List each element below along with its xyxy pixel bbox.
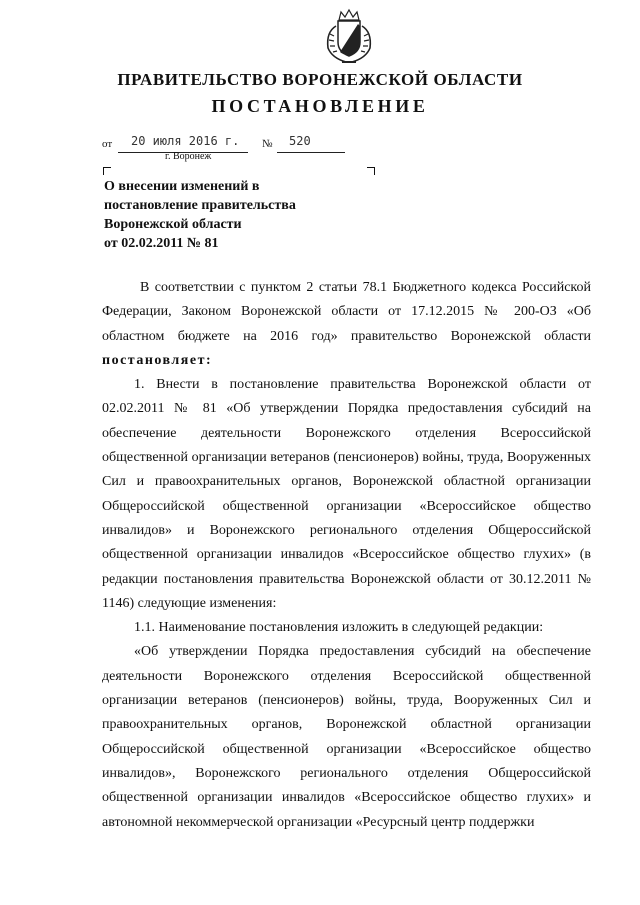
number-underline: [277, 152, 345, 153]
quoted-title-paragraph: «Об утверждении Порядка предоставления субсидий на обеспечение деятельности Воронежского отделения Всероссийской общественной организации ветеранов (пенсионеров) войны, труда, Вооруженных Сил и правоохранительных органов, Воронежской областной организации Общероссийской общественной организации «Всероссийское общество инвалидов», Воронежского регионального отделения Общероссийской общественной организации инвалидов «Всероссийское общество глухих» и автономной некоммерческой организации «Ресурсный центр поддержки: [102, 644, 591, 830]
date-value: 20 июля 2016 г.: [131, 134, 240, 148]
coat-of-arms-emblem: [318, 8, 380, 66]
government-title: ПРАВИТЕЛЬСТВО ВОРОНЕЖСКОЙ ОБЛАСТИ: [117, 70, 523, 89]
city-label: г. Воронеж: [165, 151, 212, 162]
corner-bracket-right: [367, 167, 375, 175]
subject-line: от 02.02.2011 № 81: [104, 236, 219, 251]
document-body: [102, 276, 591, 835]
number-value: 520: [289, 134, 311, 148]
item-1-1-paragraph: 1.1. Наименование постановления изложить в следующей редакции:: [134, 620, 544, 636]
date-prefix: от: [102, 138, 113, 150]
decree-word: постановляет:: [102, 352, 213, 368]
item-1-paragraph: 1. Внести в постановление правительства Воронежской области от 02.02.2011 № 81 «Об утверждении Порядка предоставления субсидий на обеспечение деятельности Воронежского отделения Всероссийской общественной организации ветеранов (пенсионеров) войны, труда, Вооруженных Сил и правоохранительных органов, Воронежской областной организации Общероссийской общественной организации «Всероссийское общество инвалидов» и Воронежского регионального отделения Общероссийской общественной организации инвалидов «Всероссийское общество глухих» (в редакции постановления правительства Воронежской области от 30.12.2011 № 1146) следующие изменения:: [102, 377, 591, 611]
document-subject: [104, 177, 296, 253]
document-type-title: ПОСТАНОВЛЕНИЕ: [211, 96, 429, 116]
subject-line: О внесении изменений в: [104, 179, 260, 194]
number-prefix: №: [262, 138, 273, 150]
preamble-text: В соответствии с пунктом 2 статьи 78.1 Бюджетного кодекса Российской Федерации, Законом Воронежской области от 17.12.2015 № 200-ОЗ «Об областном бюджете на 2016 год» правительство Воронежской области: [102, 280, 591, 344]
preamble-paragraph: [102, 276, 591, 373]
subject-line: Воронежской области: [104, 217, 242, 232]
subject-line: постановление правительства: [104, 198, 296, 213]
corner-bracket-left: [103, 167, 111, 175]
